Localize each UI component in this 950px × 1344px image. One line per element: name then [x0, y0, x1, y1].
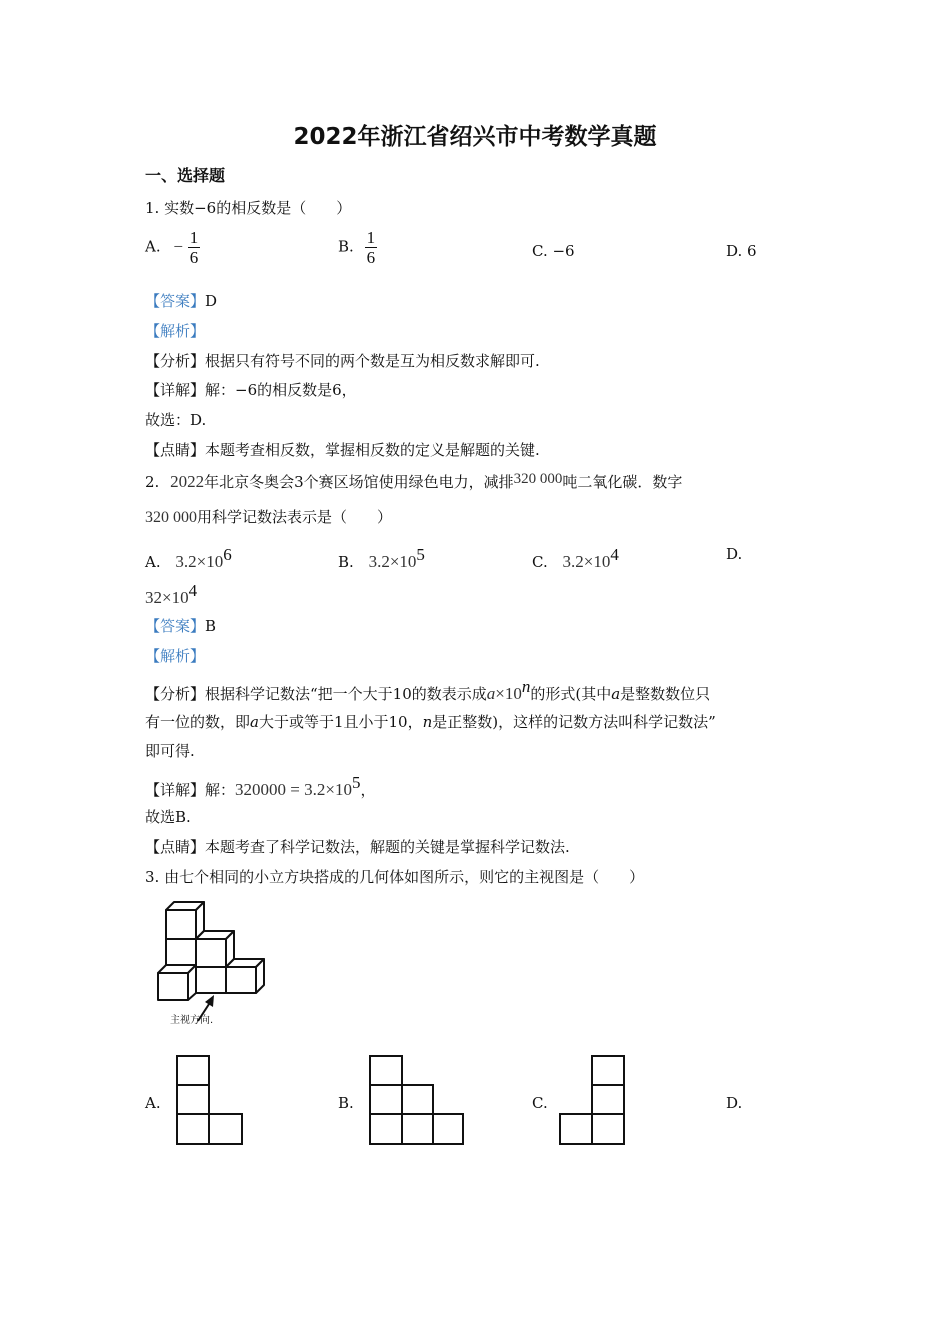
q3-stem: 3. 由七个相同的小立方块搭成的几何体如图所示，则它的主视图是（ ） — [145, 868, 645, 886]
q2-fenxi-var-a3: a — [250, 713, 259, 731]
q2-option-c-base: 3.2×10 — [562, 552, 611, 571]
q2-fenxi-var-n: n — [422, 713, 433, 731]
q3-option-b-figure — [369, 1055, 465, 1147]
cube-bottom-back — [196, 967, 226, 993]
q1-guxuan: 故选：D. — [145, 411, 207, 429]
q1-answer — [145, 290, 217, 311]
q2-fenxi-text-c: 是整数数位只 — [620, 685, 711, 703]
q2-guxuan: 故选B. — [145, 808, 191, 826]
section-heading: 一、选择题 — [145, 166, 226, 185]
q2-option-c — [532, 545, 619, 572]
q3-option-c-figure — [559, 1055, 627, 1147]
q2-answer-tag: 【答案】 — [145, 617, 206, 635]
q1-option-a — [145, 228, 200, 267]
q2-fenxi-times10: ×10 — [495, 684, 522, 703]
q2-option-a — [145, 545, 232, 572]
q1-option-b-denominator: 6 — [366, 248, 376, 267]
q2-option-b-base: 3.2×10 — [368, 552, 417, 571]
q2-fenxi-text-b: 的形式(其中 — [530, 685, 612, 703]
q2-option-a-label: A. — [145, 553, 161, 571]
q2-fenxi-line3: 即可得. — [145, 742, 195, 760]
cube-bottom-front — [158, 965, 196, 1000]
q2-dianjing: 【点睛】本题考查了科学记数法，解题的关键是掌握科学记数法. — [145, 838, 570, 856]
q1-option-d: D. 6 — [726, 242, 757, 260]
q2-option-a-exponent: 6 — [223, 545, 232, 564]
page-title: 2022年浙江省绍兴市中考数学真题 — [293, 124, 657, 150]
q1-option-b-fraction — [365, 228, 378, 267]
q1-option-b-numerator: 1 — [366, 228, 376, 247]
q1-option-a-fraction — [188, 228, 201, 267]
q2-option-a-base: 3.2×10 — [175, 552, 224, 571]
q3-option-d-label: D. — [726, 1094, 743, 1112]
q2-number-320000-b: 320 000 — [145, 509, 197, 526]
q2-option-d-exponent: 4 — [188, 581, 198, 600]
cube-row2-right — [196, 931, 234, 967]
q3-option-a-label: A. — [145, 1094, 161, 1112]
q2-stem-text-c: 用科学记数法表示是（ ） — [197, 508, 393, 526]
q1-fenxi: 【分析】根据只有符号不同的两个数是互为相反数求解即可. — [145, 352, 540, 370]
q2-stem-line1 — [145, 471, 682, 492]
q1-xiangjie: 【详解】解：−6的相反数是6， — [145, 381, 357, 399]
q1-option-a-numerator: 1 — [189, 228, 199, 247]
q2-number: 2. — [145, 473, 160, 491]
q3-option-a-figure — [176, 1055, 244, 1147]
q2-xiangjie-exponent: 5 — [351, 773, 361, 792]
q2-xiangjie-equation: 320000 = 3.2×10 — [235, 780, 352, 799]
q1-dianjing: 【点睛】本题考查相反数，掌握相反数的定义是解题的关键. — [145, 441, 540, 459]
q2-option-d — [145, 581, 197, 608]
q1-stem: 1. 实数−6的相反数是（ ） — [145, 199, 352, 217]
q2-option-c-exponent: 4 — [610, 545, 619, 564]
q2-number-320000: 320 000 — [513, 471, 563, 487]
q1-analysis-tag: 【解析】 — [145, 322, 206, 340]
figure-caption: 主视方向. — [170, 1015, 214, 1026]
q2-option-d-base: 32×10 — [145, 588, 189, 607]
q2-analysis-tag: 【解析】 — [145, 647, 206, 665]
q2-stem-line2 — [145, 506, 392, 527]
q1-answer-value: D — [205, 292, 218, 310]
q2-option-b — [338, 545, 425, 572]
q2-fenxi-text-d: 有一位的数，即 — [145, 713, 251, 731]
q2-fenxi-text-e: 大于或等于1且小于10， — [258, 713, 423, 731]
q2-option-b-label: B. — [338, 553, 354, 571]
q3-cube-figure — [150, 895, 280, 1035]
q1-option-a-denominator: 6 — [189, 248, 199, 267]
q3-option-b-label: B. — [338, 1094, 354, 1112]
q2-xiangjie-comma: ， — [360, 781, 376, 799]
cube-top — [166, 902, 204, 939]
q1-option-a-label: A. — [145, 237, 161, 256]
q2-year: 2022 — [170, 472, 205, 491]
q1-option-b-label: B. — [338, 237, 354, 256]
q1-option-a-sign: − — [173, 236, 183, 256]
q2-fenxi-line1 — [145, 677, 710, 704]
q2-option-b-exponent: 5 — [416, 545, 425, 564]
q2-fenxi-text-a: 【分析】根据科学记数法“把一个大于10的数表示成 — [145, 685, 487, 703]
q2-fenxi-text-f: 是正整数)，这样的记数方法叫科学记数法” — [432, 713, 716, 731]
q2-stem-text-a: 年北京冬奥会3个赛区场馆使用绿色电力，减排 — [204, 473, 514, 491]
cube-bottom-right — [226, 959, 264, 993]
q2-option-d-label: D. — [726, 545, 743, 563]
q2-answer — [145, 615, 216, 636]
q2-fenxi-exp-n: n — [521, 677, 531, 696]
q3-option-c-label: C. — [532, 1094, 548, 1112]
q2-fenxi-var-a2: a — [611, 685, 621, 703]
q1-answer-tag: 【答案】 — [145, 292, 206, 310]
q2-fenxi-var-a: a — [486, 684, 496, 703]
q2-stem-text-b: 吨二氧化碳．数字 — [562, 473, 683, 491]
q2-fenxi-line2 — [145, 711, 716, 732]
q2-answer-value: B — [205, 617, 217, 635]
q2-option-c-label: C. — [532, 553, 548, 571]
q2-xiangjie — [145, 773, 375, 800]
q1-option-b — [338, 228, 377, 267]
q1-option-c: C. −6 — [532, 242, 575, 260]
q2-xiangjie-label: 【详解】解： — [145, 781, 236, 799]
